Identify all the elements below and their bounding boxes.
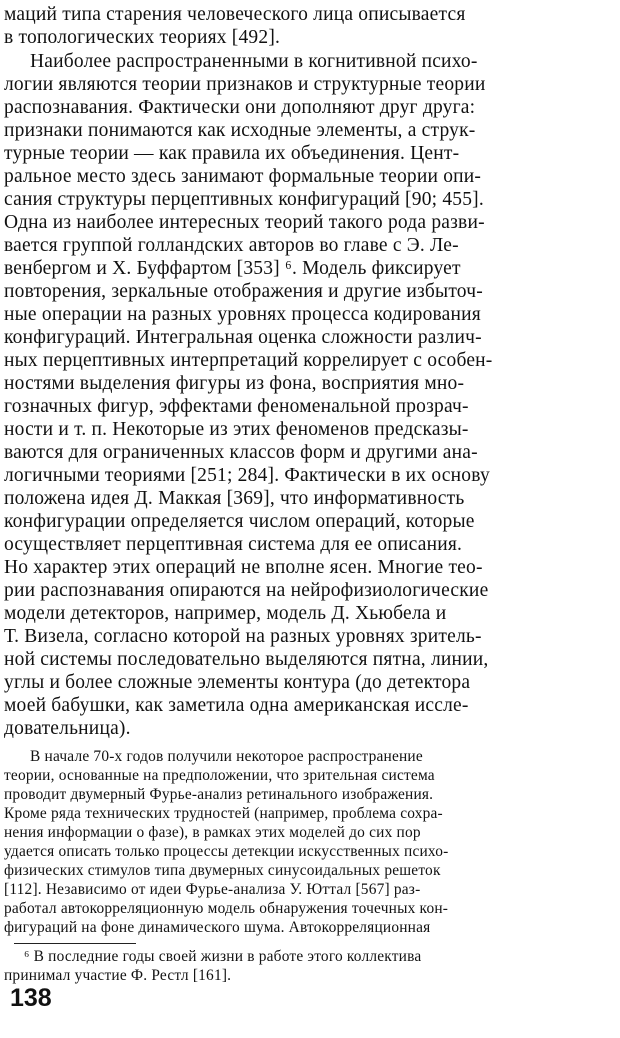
small-print-line: проводит двумерный Фурье-анализ ретинального изображения.	[4, 786, 434, 803]
body-line: довательница).	[4, 718, 131, 739]
body-line: распознавания. Фактически они дополняют друг друга:	[4, 97, 476, 118]
small-print-line: работал автокорреляционную модель обнаружения точечных кон-	[4, 900, 449, 917]
body-line: положена идея Д. Маккая [369], что информативность	[4, 488, 465, 509]
small-print-line: теории, основанные на предположении, что зрительная система	[4, 767, 435, 784]
body-line: ральное место здесь занимают формальные теории опи-	[4, 166, 482, 187]
body-line: конфигурации определяется числом операций, которые	[4, 511, 475, 532]
body-line: вается группой голландских авторов во главе с Э. Ле-	[4, 235, 459, 256]
small-print-line: фигураций на фоне динамического шума. Автокорреляционная	[4, 919, 431, 936]
small-print-line: [112]. Независимо от идеи Фурье-анализа У. Юттал [567] раз-	[4, 881, 421, 898]
small-print-line: физических стимулов типа двумерных синусоидальных решеток	[4, 862, 441, 879]
body-line: гозначных фигур, эффектами феноменальной прозрач-	[4, 396, 469, 417]
body-line: осуществляет перцептивная система для ее описания.	[4, 534, 463, 555]
footnote-line: ⁶ В последние годы своей жизни в работе этого коллектива	[24, 948, 422, 965]
small-print-line: удается описать только процессы детекции искусственных психо-	[4, 843, 449, 860]
small-print-line: нения информации о фазе), в рамках этих моделей до сих пор	[4, 824, 421, 841]
body-line: признаки понимаются как исходные элементы, а струк-	[4, 120, 476, 141]
body-line: ваются для ограниченных классов форм и другими ана-	[4, 442, 478, 463]
small-print-line: В начале 70-х годов получили некоторое распространение	[30, 748, 423, 765]
body-line: углы и более сложные элементы контура (до детектора	[4, 672, 471, 693]
body-line: Одна из наиболее интересных теорий такого рода разви-	[4, 212, 485, 233]
body-line: Наиболее распространенными в когнитивной психо-	[30, 51, 478, 72]
body-line: сания структуры перцептивных конфигураций [90; 455].	[4, 189, 484, 210]
body-line: турные теории — как правила их объединения. Цент-	[4, 143, 460, 164]
page-number: 138	[10, 984, 52, 1012]
body-line: ностями выделения фигуры из фона, восприятия мно-	[4, 373, 465, 394]
body-line: ные операции на разных уровнях процесса кодирования	[4, 304, 481, 325]
body-line: конфигураций. Интегральная оценка сложности различ-	[4, 327, 482, 348]
body-line: маций типа старения человеческого лица описывается	[4, 4, 466, 25]
footnote-divider	[14, 943, 136, 944]
body-line: рии распознавания опираются на нейрофизиологические	[4, 580, 489, 601]
footnote-line: принимал участие Ф. Рестл [161].	[4, 967, 232, 984]
body-line: повторения, зеркальные отображения и другие избыточ-	[4, 281, 483, 302]
body-line: Т. Визела, согласно которой на разных уровнях зритель-	[4, 626, 482, 647]
body-line: логии являются теории признаков и структурные теории	[4, 74, 486, 95]
small-print-line: Кроме ряда технических трудностей (например, проблема сохра-	[4, 805, 443, 822]
body-line: моей бабушки, как заметила одна американская иссле-	[4, 695, 469, 716]
body-line: модели детекторов, например, модель Д. Хьюбела и	[4, 603, 447, 624]
body-line: ности и т. п. Некоторые из этих феноменов предсказы-	[4, 419, 469, 440]
body-line: ных перцептивных интерпретаций коррелирует с особен-	[4, 350, 493, 371]
body-line: в топологических теориях [492].	[4, 27, 281, 48]
body-line: Но характер этих операций не вполне ясен. Многие тео-	[4, 557, 483, 578]
body-line: ной системы последовательно выделяются пятна, линии,	[4, 649, 489, 670]
body-line: логичными теориями [251; 284]. Фактически в их основу	[4, 465, 490, 486]
body-line: венбергом и X. Буффартом [353] ⁶. Модель фиксирует	[4, 258, 461, 279]
